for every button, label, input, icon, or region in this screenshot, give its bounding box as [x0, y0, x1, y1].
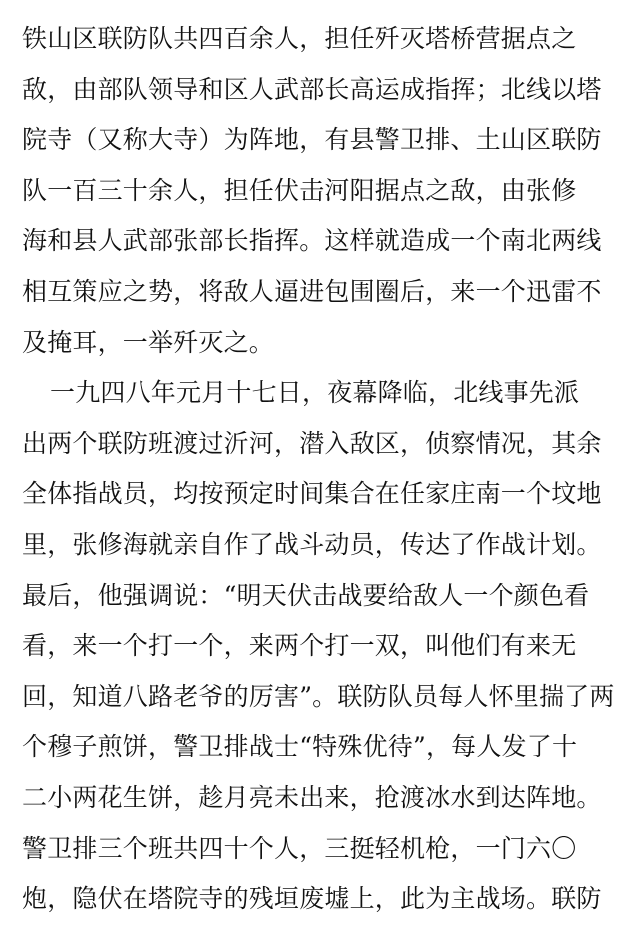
- text-line: 出两个联防班渡过沂河，潜入敌区，侦察情况，其余: [22, 428, 602, 458]
- text-line: 队一百三十余人，担任伏击河阳据点之敌，由张修: [22, 175, 577, 205]
- text-line: 及掩耳，一举歼灭之。: [22, 327, 275, 357]
- text-line: 警卫排三个班共四十个人，三挺轻机枪，一门六〇: [22, 833, 577, 863]
- text-line: 看，来一个打一个，来两个打一双，叫他们有来无: [22, 631, 577, 661]
- text-line: 回，知道八路老爷的厉害”。联防队员每人怀里揣了两: [22, 681, 615, 711]
- paragraph-first-line: 一九四八年元月十七日，夜幕降临，北线事先派: [50, 378, 580, 408]
- text-line: 铁山区联防队共四百余人，担任歼灭塔桥营据点之: [22, 24, 577, 53]
- text-line: 院寺（又称大寺）为阵地，有县警卫排、土山区联防: [22, 125, 602, 155]
- text-line: 炮，隐伏在塔院寺的残垣废墟上，此为主战场。联防: [22, 884, 602, 914]
- body-text: [22, 14, 622, 925]
- text-line: 最后，他强调说：“明天伏击战要给敌人一个颜色看: [22, 580, 590, 610]
- text-line: 相互策应之势，将敌人逼进包围圈后，来一个迅雷不: [22, 276, 602, 306]
- text-line: 全体指战员，均按预定时间集合在任家庄南一个坟地: [22, 479, 602, 509]
- text-line: 敌，由部队领导和区人武部长高运成指挥；北线以塔: [22, 74, 602, 104]
- text-line: 个穆子煎饼，警卫排战士“特殊优待”，每人发了十: [22, 732, 578, 762]
- text-line: 海和县人武部张部长指挥。这样就造成一个南北两线: [22, 226, 602, 256]
- text-line: 里，张修海就亲自作了战斗动员，传达了作战计划。: [22, 529, 602, 559]
- text-line: 二小两花生饼，趁月亮未出来，抢渡冰水到达阵地。: [22, 782, 602, 812]
